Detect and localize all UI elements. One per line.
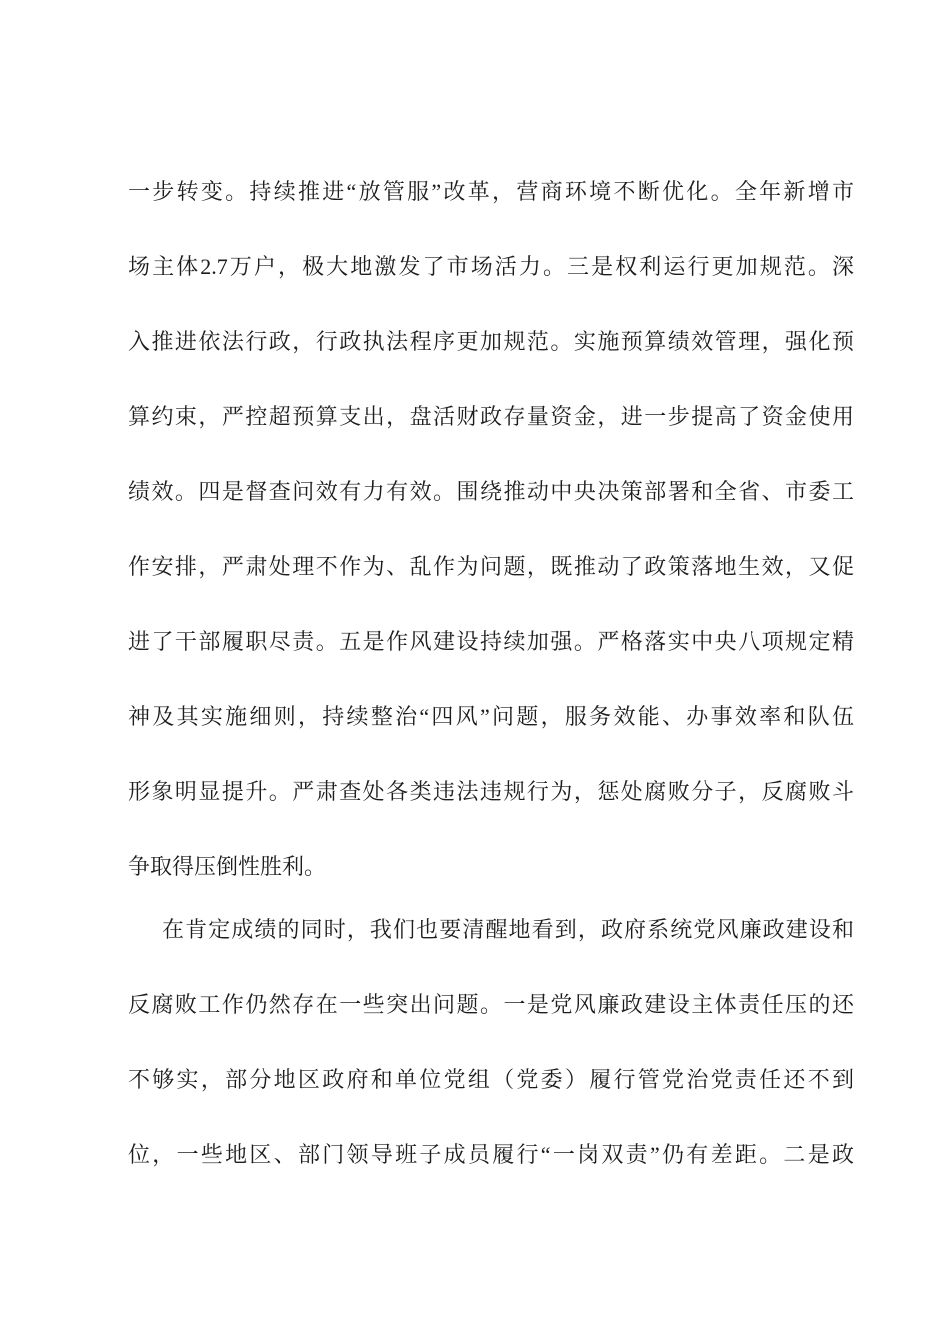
- text-line: 不够实，部分地区政府和单位党组（党委）履行管党治党责任还不到: [128, 1067, 854, 1092]
- paragraph-2: [128, 892, 854, 1192]
- text-line: 形象明显提升。严肃查处各类违法违规行为，惩处腐败分子，反腐败斗: [128, 779, 854, 804]
- text-line: 入推进依法行政，行政执法程序更加规范。实施预算绩效管理，强化预: [128, 329, 854, 354]
- text-line: 场主体2.7万户，极大地激发了市场活力。三是权利运行更加规范。深: [128, 254, 854, 279]
- paragraph-1: [128, 154, 854, 904]
- text-line: 神及其实施细则，持续整治“四风”问题，服务效能、办事效率和队伍: [128, 704, 854, 729]
- text-line: 作安排，严肃处理不作为、乱作为问题，既推动了政策落地生效，又促: [128, 554, 854, 579]
- text-line: 反腐败工作仍然存在一些突出问题。一是党风廉政建设主体责任压的还: [128, 992, 854, 1017]
- text-line: 争取得压倒性胜利。: [128, 854, 327, 879]
- text-line: 进了干部履职尽责。五是作风建设持续加强。严格落实中央八项规定精: [128, 629, 854, 654]
- document-text-block: [128, 154, 854, 1192]
- text-line: 算约束，严控超预算支出，盘活财政存量资金，进一步提高了资金使用: [128, 404, 854, 429]
- text-line: 一步转变。持续推进“放管服”改革，营商环境不断优化。全年新增市: [128, 179, 854, 204]
- text-line: 绩效。四是督查问效有力有效。围绕推动中央决策部署和全省、市委工: [128, 479, 854, 504]
- text-line: 位，一些地区、部门领导班子成员履行“一岗双责”仍有差距。二是政: [128, 1142, 854, 1167]
- text-line: 在肯定成绩的同时，我们也要清醒地看到，政府系统党风廉政建设和: [162, 917, 854, 942]
